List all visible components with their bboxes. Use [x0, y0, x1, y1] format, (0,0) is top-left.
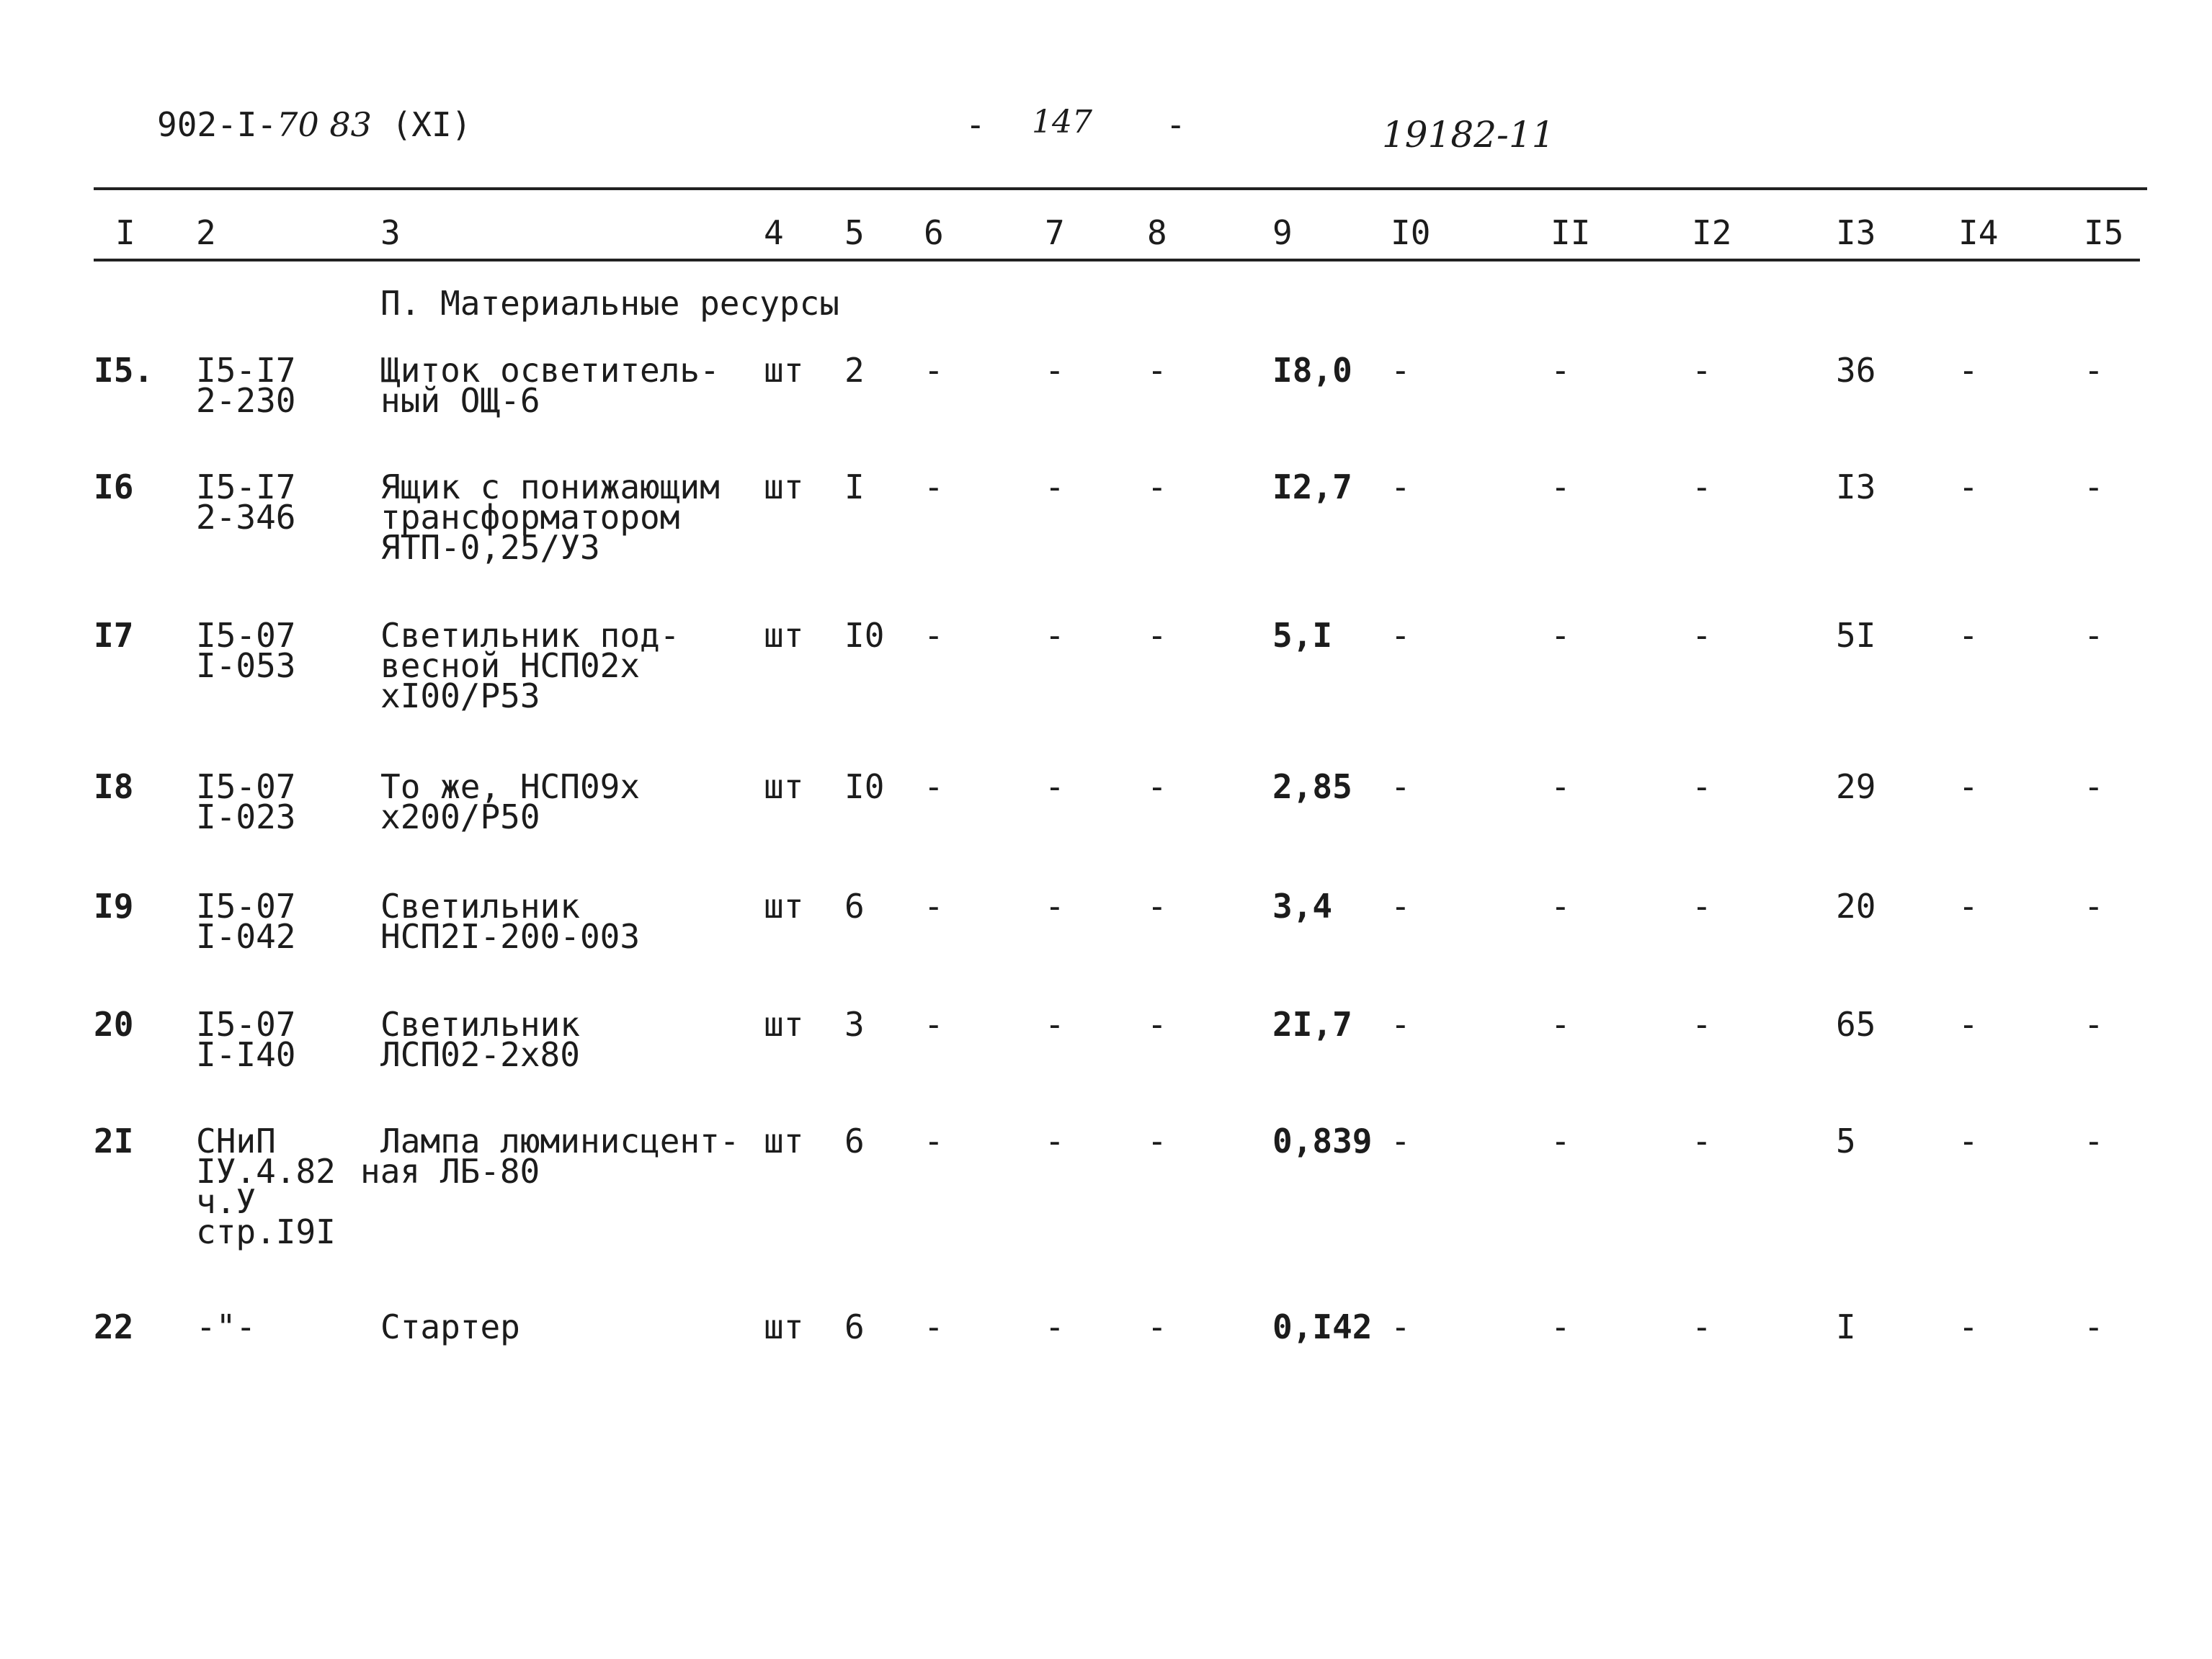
dash-c6: -: [924, 351, 944, 390]
total-mass: 29: [1836, 767, 1876, 806]
dash-c8: -: [1147, 1005, 1167, 1044]
norm-code: 2-346: [196, 498, 296, 537]
unit: шт: [764, 616, 804, 655]
norm-code: 2-230: [196, 381, 296, 420]
column-number-13: I3: [1836, 213, 1876, 252]
dash-c12: -: [1692, 887, 1712, 926]
quantity: I0: [844, 767, 885, 806]
total-mass: 36: [1836, 351, 1876, 390]
quantity: 6: [844, 1122, 865, 1161]
unit-mass: I2,7: [1272, 468, 1352, 506]
item-name: ный ОЩ-6: [380, 381, 540, 420]
unit: шт: [764, 468, 804, 506]
column-number-14: I4: [1958, 213, 1999, 252]
row-number: I5.: [94, 351, 154, 390]
item-name: Стартер: [380, 1307, 520, 1346]
dash-c15: -: [2084, 351, 2104, 390]
unit-mass: 2,85: [1272, 767, 1352, 806]
total-mass: 20: [1836, 887, 1876, 926]
dash-c10: -: [1391, 887, 1411, 926]
item-name: НСП2I-200-003: [380, 917, 641, 956]
dash-c6: -: [924, 1307, 944, 1346]
dash-c14: -: [1958, 1307, 1979, 1346]
dash-c7: -: [1045, 1005, 1065, 1044]
norm-code: ч.У: [196, 1182, 257, 1221]
item-name: Светильник под-: [380, 616, 680, 655]
norm-code: СНиП: [196, 1122, 276, 1161]
item-name: Ящик с понижающим: [380, 468, 720, 506]
item-name: ЛСП02-2х80: [380, 1035, 580, 1074]
doc-code-suffix: (XI): [371, 105, 472, 144]
dash-c7: -: [1045, 767, 1065, 806]
dash-c14: -: [1958, 616, 1979, 655]
column-number-3: 3: [380, 213, 401, 252]
unit-mass: 5,I: [1272, 616, 1333, 655]
dash-c6: -: [924, 616, 944, 655]
dash-c11: -: [1551, 616, 1571, 655]
dash-c12: -: [1692, 616, 1712, 655]
inventory-number: 19182-11: [1382, 114, 1555, 156]
dash-c10: -: [1391, 767, 1411, 806]
quantity: 3: [844, 1005, 865, 1044]
dash-c15: -: [2084, 1005, 2104, 1044]
dash-c12: -: [1692, 351, 1712, 390]
item-name: Щиток осветитель-: [380, 351, 720, 390]
row-number: 2I: [94, 1122, 134, 1161]
quantity: 6: [844, 1307, 865, 1346]
dash-c15: -: [2084, 468, 2104, 506]
norm-code: I5-I7: [196, 351, 296, 390]
total-mass: 5I: [1836, 616, 1876, 655]
unit-mass: I8,0: [1272, 351, 1352, 390]
norm-code: I5-07: [196, 767, 296, 806]
dash-c12: -: [1692, 1005, 1712, 1044]
quantity: 2: [844, 351, 865, 390]
column-number-5: 5: [844, 213, 865, 252]
dash-c14: -: [1958, 887, 1979, 926]
item-name: Лампа люминисцент-: [380, 1122, 740, 1161]
dash-c8: -: [1147, 351, 1167, 390]
dash-c15: -: [2084, 1307, 2104, 1346]
quantity: I: [844, 468, 865, 506]
column-number-1: I: [115, 213, 135, 252]
unit: шт: [764, 1307, 804, 1346]
total-mass: I3: [1836, 468, 1876, 506]
dash-c6: -: [924, 468, 944, 506]
unit: шт: [764, 767, 804, 806]
norm-code: стр.I9I: [196, 1212, 336, 1251]
row-number: I9: [94, 887, 134, 926]
unit: шт: [764, 1122, 804, 1161]
total-mass: 5: [1836, 1122, 1856, 1161]
dash-c14: -: [1958, 351, 1979, 390]
column-number-7: 7: [1045, 213, 1065, 252]
row-number: 22: [94, 1307, 134, 1346]
dash-c11: -: [1551, 1307, 1571, 1346]
item-name: То же, НСП09х: [380, 767, 641, 806]
norm-code: I5-07: [196, 616, 296, 655]
column-number-2: 2: [196, 213, 216, 252]
dash-c7: -: [1045, 1307, 1065, 1346]
dash-c6: -: [924, 887, 944, 926]
item-name: ЯТП-0,25/У3: [380, 528, 600, 567]
dash-c8: -: [1147, 887, 1167, 926]
norm-code: I-042: [196, 917, 296, 956]
dash-c14: -: [1958, 1005, 1979, 1044]
dash-c15: -: [2084, 767, 2104, 806]
quantity: 6: [844, 887, 865, 926]
column-number-11: II: [1551, 213, 1591, 252]
dash-c6: -: [924, 1005, 944, 1044]
dash-c14: -: [1958, 1122, 1979, 1161]
dash-c8: -: [1147, 468, 1167, 506]
item-name: ная ЛБ-80: [360, 1152, 540, 1191]
dash-c10: -: [1391, 1005, 1411, 1044]
dash-c6: -: [924, 767, 944, 806]
column-number-10: I0: [1391, 213, 1431, 252]
dash-c10: -: [1391, 468, 1411, 506]
dash-c8: -: [1147, 616, 1167, 655]
dash-c10: -: [1391, 351, 1411, 390]
dash-c6: -: [924, 1122, 944, 1161]
norm-code: -"-: [196, 1307, 257, 1346]
dash-c10: -: [1391, 1122, 1411, 1161]
unit-mass: 0,I42: [1272, 1307, 1373, 1346]
dash-c12: -: [1692, 1122, 1712, 1161]
unit: шт: [764, 351, 804, 390]
dash-c15: -: [2084, 1122, 2104, 1161]
doc-code-handwritten: 70 83: [277, 105, 372, 144]
norm-code: I5-I7: [196, 468, 296, 506]
row-number: 20: [94, 1005, 134, 1044]
dash-c10: -: [1391, 616, 1411, 655]
item-name: х200/Р50: [380, 797, 540, 836]
unit: шт: [764, 887, 804, 926]
unit-mass: 3,4: [1272, 887, 1333, 926]
dash-c14: -: [1958, 468, 1979, 506]
dash-c11: -: [1551, 887, 1571, 926]
dash-c14: -: [1958, 767, 1979, 806]
unit-mass: 0,839: [1272, 1122, 1373, 1161]
dash-c7: -: [1045, 351, 1065, 390]
norm-code: I5-07: [196, 887, 296, 926]
unit-mass: 2I,7: [1272, 1005, 1352, 1044]
unit: шт: [764, 1005, 804, 1044]
page-dash-right: -: [1166, 105, 1186, 144]
document-code: [157, 105, 472, 144]
item-name: весной НСП02х: [380, 646, 641, 685]
column-number-9: 9: [1272, 213, 1293, 252]
item-name: Светильник: [380, 887, 580, 926]
norm-code: I-023: [196, 797, 296, 836]
dash-c11: -: [1551, 1122, 1571, 1161]
dash-c15: -: [2084, 887, 2104, 926]
column-number-15: I5: [2084, 213, 2124, 252]
total-mass: 65: [1836, 1005, 1876, 1044]
dash-c7: -: [1045, 887, 1065, 926]
dash-c7: -: [1045, 1122, 1065, 1161]
item-name: хI00/Р53: [380, 676, 540, 715]
row-number: I7: [94, 616, 134, 655]
column-header-rule: [94, 259, 2140, 261]
item-name: трансформатором: [380, 498, 680, 537]
row-number: I8: [94, 767, 134, 806]
dash-c12: -: [1692, 1307, 1712, 1346]
dash-c11: -: [1551, 767, 1571, 806]
dash-c8: -: [1147, 1122, 1167, 1161]
dash-c12: -: [1692, 468, 1712, 506]
dash-c15: -: [2084, 616, 2104, 655]
column-number-8: 8: [1147, 213, 1167, 252]
dash-c7: -: [1045, 616, 1065, 655]
top-rule: [94, 187, 2147, 190]
dash-c8: -: [1147, 767, 1167, 806]
norm-code: I-I40: [196, 1035, 296, 1074]
dash-c8: -: [1147, 1307, 1167, 1346]
norm-code: I-053: [196, 646, 296, 685]
column-number-6: 6: [924, 213, 944, 252]
dash-c11: -: [1551, 351, 1571, 390]
norm-code: I5-07: [196, 1005, 296, 1044]
column-number-4: 4: [764, 213, 784, 252]
dash-c7: -: [1045, 468, 1065, 506]
dash-c11: -: [1551, 468, 1571, 506]
row-number: I6: [94, 468, 134, 506]
column-number-12: I2: [1692, 213, 1732, 252]
dash-c11: -: [1551, 1005, 1571, 1044]
dash-c12: -: [1692, 767, 1712, 806]
norm-code: IУ.4.82: [196, 1152, 336, 1191]
total-mass: I: [1836, 1307, 1856, 1346]
item-name: Светильник: [380, 1005, 580, 1044]
quantity: I0: [844, 616, 885, 655]
section-title: П. Материальные ресурсы: [380, 284, 839, 323]
page-number: 147: [1032, 104, 1092, 140]
dash-c10: -: [1391, 1307, 1411, 1346]
page-dash-left: -: [965, 105, 986, 144]
doc-code-prefix: 902-I-: [157, 105, 277, 144]
